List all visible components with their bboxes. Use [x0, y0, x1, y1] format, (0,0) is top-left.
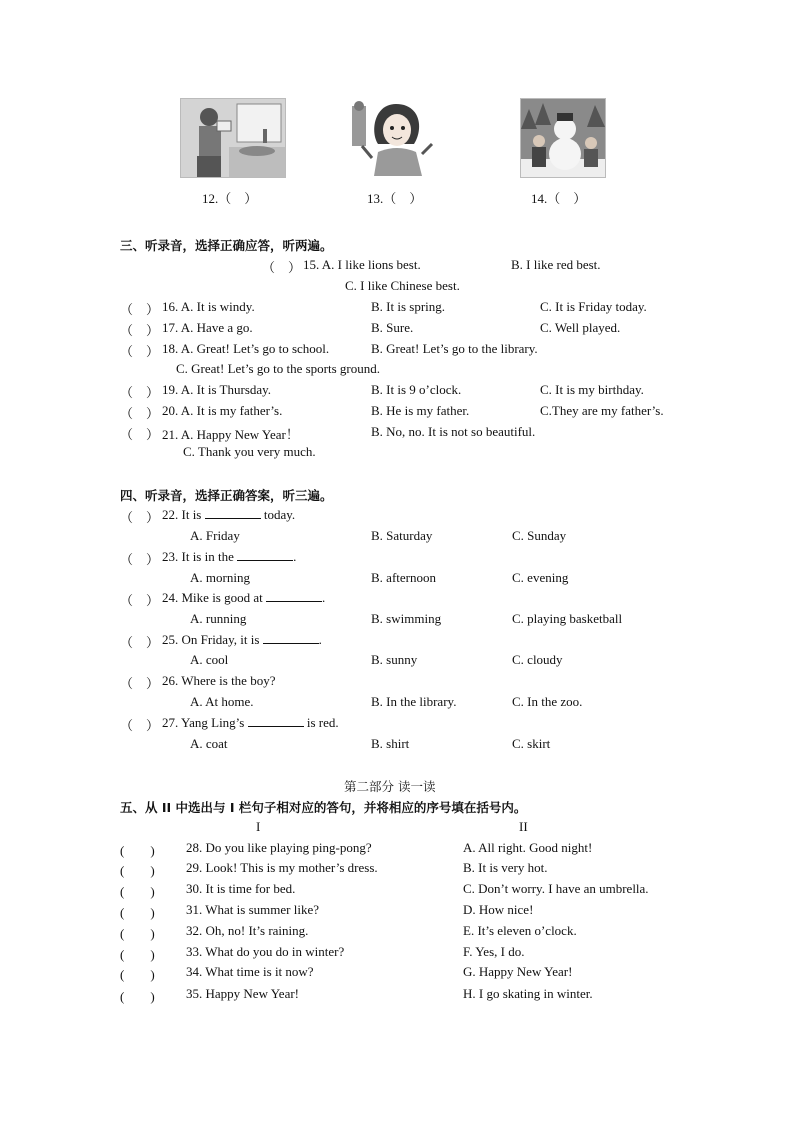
match-question: 32. Oh, no! It’s raining.: [186, 923, 309, 938]
q25-option-a: A. cool: [190, 652, 229, 667]
match-paren[interactable]: ( ): [120, 967, 155, 982]
q22-option-a: A. Friday: [190, 528, 240, 543]
q20-option-a: 20. A. It is my father’s.: [162, 403, 283, 418]
answer-blank[interactable]: [237, 550, 293, 561]
picture-label-12: 12.（ ）: [202, 191, 258, 206]
q24-paren: （ ）: [120, 593, 160, 608]
answer-blank[interactable]: [248, 716, 304, 727]
q22-question: 22. It is today.: [162, 507, 296, 522]
q20-option-b: B. He is my father.: [371, 403, 470, 418]
q23-option-b: B. afternoon: [371, 570, 436, 585]
q17-option-b: B. Sure.: [371, 320, 414, 335]
q25-option-b: B. sunny: [371, 652, 418, 667]
girl-kite-image: [352, 98, 434, 176]
q15-option-c: C. I like Chinese best.: [345, 278, 460, 293]
q24-option-a: A. running: [190, 611, 247, 626]
q21-option-c: C. Thank you very much.: [183, 444, 316, 459]
q23-paren: （ ）: [120, 552, 160, 567]
match-answer: B. It is very hot.: [463, 860, 548, 875]
q17-option-c: C. Well played.: [540, 320, 621, 335]
match-paren[interactable]: ( ): [120, 863, 155, 878]
q17-paren: （ ）: [120, 323, 160, 338]
q25-paren: （ ）: [120, 635, 160, 650]
q24-option-c: C. playing basketball: [512, 611, 623, 626]
q26-option-b: B. In the library.: [371, 694, 457, 709]
q21-paren: （ ）: [120, 427, 160, 442]
q23-question: 23. It is in the .: [162, 549, 297, 564]
q22-paren: （ ）: [120, 510, 160, 525]
column-i-header: I: [256, 819, 261, 834]
q22-option-b: B. Saturday: [371, 528, 433, 543]
q18-option-c: C. Great! Let’s go to the sports ground.: [176, 361, 380, 376]
q20-option-c: C.They are my father’s.: [540, 403, 664, 418]
children-snowman-image: [520, 98, 606, 178]
match-paren[interactable]: ( ): [120, 905, 155, 920]
match-paren[interactable]: ( ): [120, 843, 155, 858]
q19-paren: （ ）: [120, 385, 160, 400]
q24-option-b: B. swimming: [371, 611, 442, 626]
q27-option-a: A. coat: [190, 736, 228, 751]
match-question: 30. It is time for bed.: [186, 881, 296, 896]
match-paren[interactable]: ( ): [120, 884, 155, 899]
q18-paren: （ ）: [120, 344, 160, 359]
match-answer: F. Yes, I do.: [463, 944, 525, 959]
part2-title: 第二部分 读一读: [344, 779, 436, 794]
answer-blank[interactable]: [205, 508, 261, 519]
boy-washing-face-image: [180, 98, 286, 178]
match-paren[interactable]: ( ): [120, 926, 155, 941]
q16-option-a: 16. A. It is windy.: [162, 299, 255, 314]
picture-label-13: 13.（ ）: [367, 191, 423, 206]
q25-option-c: C. cloudy: [512, 652, 563, 667]
q27-paren: （ ）: [120, 718, 160, 733]
q23-option-c: C. evening: [512, 570, 569, 585]
q20-paren: （ ）: [120, 406, 160, 421]
q19-option-b: B. It is 9 o’clock.: [371, 382, 462, 397]
q25-question: 25. On Friday, it is .: [162, 632, 322, 647]
q16-option-c: C. It is Friday today.: [540, 299, 647, 314]
q19-option-a: 19. A. It is Thursday.: [162, 382, 272, 397]
match-question: 29. Look! This is my mother’s dress.: [186, 860, 378, 875]
section5-heading: 五、从 II 中选出与 I 栏句子相对应的答句，并将相应的序号填在括号内。: [120, 800, 527, 815]
q27-option-c: C. skirt: [512, 736, 551, 751]
q21-option-a: 21. A. Happy New Year！: [162, 427, 299, 442]
q15-option-b: B. I like red best.: [511, 257, 601, 272]
picture-label-14: 14.（ ）: [531, 191, 587, 206]
q26-paren: （ ）: [120, 676, 160, 691]
match-answer: D. How nice!: [463, 902, 534, 917]
match-answer: E. It’s eleven o’clock.: [463, 923, 577, 938]
match-paren[interactable]: ( ): [120, 947, 155, 962]
section4-heading: 四、听录音，选择正确答案，听三遍。: [120, 488, 333, 503]
match-question: 28. Do you like playing ping-pong?: [186, 840, 372, 855]
match-question: 31. What is summer like?: [186, 902, 319, 917]
q27-question: 27. Yang Ling’s is red.: [162, 715, 339, 730]
answer-blank[interactable]: [263, 633, 319, 644]
q27-option-b: B. shirt: [371, 736, 410, 751]
match-question: 34. What time is it now?: [186, 964, 314, 979]
match-question: 33. What do you do in winter?: [186, 944, 345, 959]
q22-option-c: C. Sunday: [512, 528, 567, 543]
match-answer: A. All right. Good night!: [463, 840, 593, 855]
q16-paren: （ ）: [120, 302, 160, 317]
q23-option-a: A. morning: [190, 570, 250, 585]
match-answer: G. Happy New Year!: [463, 964, 573, 979]
q19-option-c: C. It is my birthday.: [540, 382, 644, 397]
answer-blank[interactable]: [266, 591, 322, 602]
section3-heading: 三、听录音，选择正确应答，听两遍。: [120, 238, 333, 253]
q17-option-a: 17. A. Have a go.: [162, 320, 253, 335]
match-answer: H. I go skating in winter.: [463, 986, 593, 1001]
q21-option-b: B. No, no. It is not so beautiful.: [371, 424, 536, 439]
q26-option-c: C. In the zoo.: [512, 694, 583, 709]
match-paren[interactable]: ( ): [120, 989, 155, 1004]
match-question: 35. Happy New Year!: [186, 986, 300, 1001]
q16-option-b: B. It is spring.: [371, 299, 446, 314]
q24-question: 24. Mike is good at .: [162, 590, 326, 605]
q15-paren: （ ）: [262, 260, 302, 275]
match-answer: C. Don’t worry. I have an umbrella.: [463, 881, 649, 896]
column-ii-header: II: [519, 819, 528, 834]
q15-option-a: 15. A. I like lions best.: [303, 257, 421, 272]
q26-option-a: A. At home.: [190, 694, 254, 709]
q18-option-b: B. Great! Let’s go to the library.: [371, 341, 538, 356]
q18-option-a: 18. A. Great! Let’s go to school.: [162, 341, 330, 356]
q26-question: 26. Where is the boy?: [162, 673, 276, 688]
